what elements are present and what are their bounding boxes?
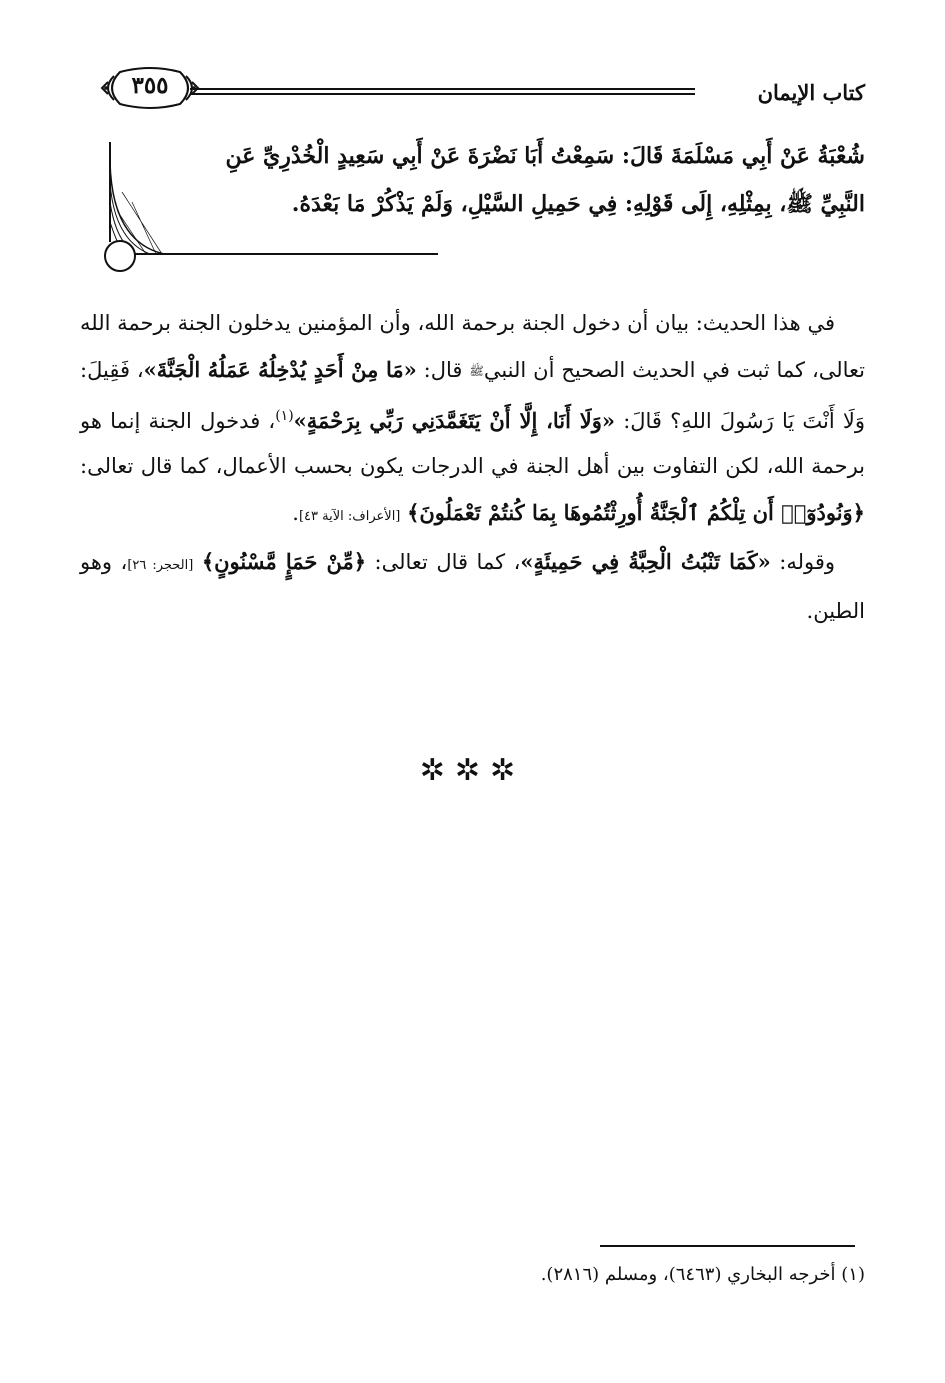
hadith-line-1: شُعْبَةُ عَنْ أَبِي مَسْلَمَةَ قَالَ: سَمِعْتُ أَبَا نَضْرَةَ عَنْ أَبِي سَعِيدٍ الْخُدْرِيِّ عَنِ (225, 143, 865, 169)
paragraph-1-end: . (292, 500, 299, 525)
paragraph-2-end: ، وهو الطين. (80, 550, 865, 623)
hadith-quote-2: «وَلَا أَنَا، إِلَّا أَنْ يَتَغَمَّدَنِي رَبِّي بِرَحْمَةٍ» (293, 407, 616, 433)
section-separator-ornament: ✲✲✲ (419, 753, 526, 788)
commentary-paragraph-1 (80, 301, 865, 539)
running-title: كتاب الإيمان (757, 80, 865, 105)
footnote-rule (600, 1245, 855, 1247)
paragraph-2-mid: ، كما قال تعالى: (366, 550, 521, 575)
hadith-line-2: النَّبِيِّ ﷺ، بِمِثْلِهِ، إِلَى قَوْلِهِ: فِي حَمِيلِ السَّيْلِ، وَلَمْ يَذْكُرْ مَا بَعْدَهُ. (291, 191, 865, 217)
header-rule (190, 88, 695, 96)
quran-verse-1: ﴿وَنُودُوٓا۟ أَن تِلْكُمُ ٱلْجَنَّةُ أُورِثْتُمُوهَا بِمَا كُنتُمْ تَعْمَلُونَ﴾ (407, 499, 865, 525)
footnote-1: (١) أخرجه البخاري (٦٤٦٣)، ومسلم (٢٨١٦). (540, 1264, 865, 1285)
footnote-marker: (١) (275, 407, 294, 424)
paragraph-1-said: قال: (416, 357, 470, 382)
salutation-symbol: ﷺ (469, 363, 484, 378)
paragraph-1-intro: في هذا الحديث: بيان أن دخول الجنة برحمة الله، وأن المؤمنين يدخلون الجنة برحمة الله تعالى، كما ثبت في الحديث الصحيح أن النبي (80, 311, 865, 382)
paragraph-1-rest: ، فدخول الجنة إنما هو برحمة الله، لكن التفاوت بين أهل الجنة في الدرجات يكون بحسب الأعمال، كما قال تعالى: (80, 408, 865, 479)
quran-verse-2: ﴿مِّنْ حَمَإٍ مَّسْنُونٍ﴾ (201, 549, 367, 575)
verse-reference-1: [الأعراف: الآية ٤٣] (298, 508, 401, 524)
verse-reference-2: [الحجر: ٢٦] (127, 558, 194, 574)
hadith-quote-3: «كَمَا تَنْبُتُ الْحِبَّةُ فِي حَمِيئَةٍ» (520, 549, 771, 575)
page-number: ٣٥٥ (131, 72, 169, 99)
hadith-bracket-ornament-icon (102, 142, 442, 274)
commentary-text (80, 301, 865, 634)
paragraph-1-mid: ، فَقِيلَ: وَلَا أَنْتَ يَا رَسُولَ اللهِ؟ قَالَ: (80, 357, 865, 433)
commentary-paragraph-2 (80, 539, 865, 634)
hadith-quote-1: «مَا مِنْ أَحَدٍ يُدْخِلُهُ عَمَلُهُ الْجَنَّةَ» (143, 356, 417, 382)
paragraph-2-intro: وقوله: (770, 550, 835, 575)
